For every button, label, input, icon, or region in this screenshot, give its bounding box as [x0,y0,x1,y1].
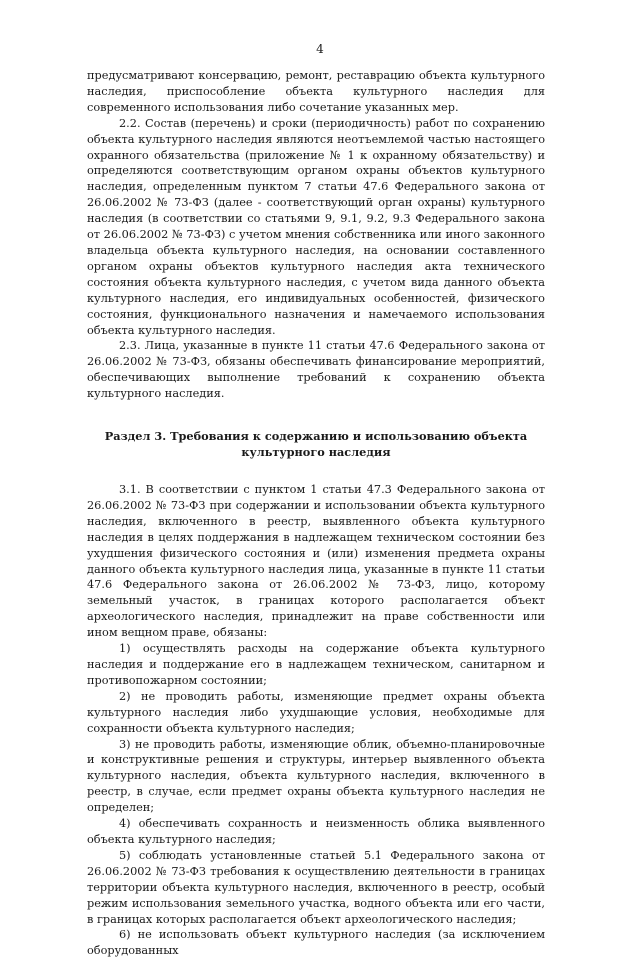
paragraph-2-2: 2.2. Состав (перечень) и сроки (периодичность) работ по сохранению объекта культурного наследия являются неотъемлемой частью настоящего охранного обязательства (приложение № 1 к охранному обязательству) и определяются соответствующим органом охраны объектов культурного наследия, определенным пунктом 7 статьи 47.6 Федерального закона от 26.06.2002 № 73-ФЗ (далее - соответствующий орган охраны) культурного наследия (в соответствии со статьями 9, 9.1, 9.2, 9.3 Федерального закона от 26.06.2002 № 73-ФЗ) с учетом мнения собственника или иного законного владельца объекта культурного наследия, на основании составленного органом охраны объектов культурного наследия акта технического состояния объекта культурного наследия, с учетом вида данного объекта культурного наследия, его индивидуальных особенностей, физического состояния, функционального назначения и намечаемого использования объекта культурного наследия. [87,116,545,337]
document-body [87,68,545,959]
paragraph-continuation: предусматривают консервацию, ремонт, реставрацию объекта культурного наследия, приспособление объекта культурного наследия для современного использования либо сочетание указанных мер. [87,69,545,114]
page-number: 4 [316,42,324,56]
list-item-2: 2) не проводить работы, изменяющие предмет охраны объекта культурного наследия либо ухудшающие условия, необходимые для сохранности объекта культурного наследия; [87,689,545,735]
paragraph-2-3: 2.3. Лица, указанные в пункте 11 статьи 47.6 Федерального закона от 26.06.2002 № 73-ФЗ, обязаны обеспечивать финансирование мероприятий, обеспечивающих выполнение требований к сохранению объекта культурного наследия. [87,339,545,401]
list-item-3: 3) не проводить работы, изменяющие облик, объемно-планировочные и конструктивные решения и структуры, интерьер выявленного объекта культурного наследия, объекта культурного наследия, включенного в реестр, в случае, если предмет охраны объекта культурного наследия не определен; [87,737,545,815]
list-item-6: 6) не использовать объект культурного наследия (за исключением оборудованных [87,928,545,958]
section-3-heading: Раздел 3. Требования к содержанию и использованию объекта культурного наследия [104,429,528,460]
list-item-5: 5) соблюдать установленные статьей 5.1 Федерального закона от 26.06.2002 № 73-ФЗ требования к осуществлению деятельности в границах территории объекта культурного наследия, включенного в реестр, особый режим использования земельного участка, водного объекта или его части, в границах которых располагается объект археологического наследия; [87,848,545,926]
paragraph-3-1: 3.1. В соответствии с пунктом 1 статьи 47.3 Федерального закона от 26.06.2002 № 73-ФЗ при содержании и использовании объекта культурного наследия, включенного в реестр, выявленного объекта культурного наследия в целях поддержания в надлежащем техническом состоянии без ухудшения физического состояния и (или) изменения предмета охраны данного объекта культурного наследия лица, указанные в пункте 11 статьи 47.6 Федерального закона от 26.06.2002 № 73-ФЗ, лицо, которому земельный участок, в границах которого располагается объект археологического наследия, принадлежит на праве собственности или ином вещном праве, обязаны: [87,483,545,640]
list-item-4: 4) обеспечивать сохранность и неизменность облика выявленного объекта культурного наследия; [87,817,545,846]
list-item-1: 1) осуществлять расходы на содержание объекта культурного наследия и поддержание его в надлежащем техническом, санитарном и противопожарном состоянии; [87,642,545,687]
